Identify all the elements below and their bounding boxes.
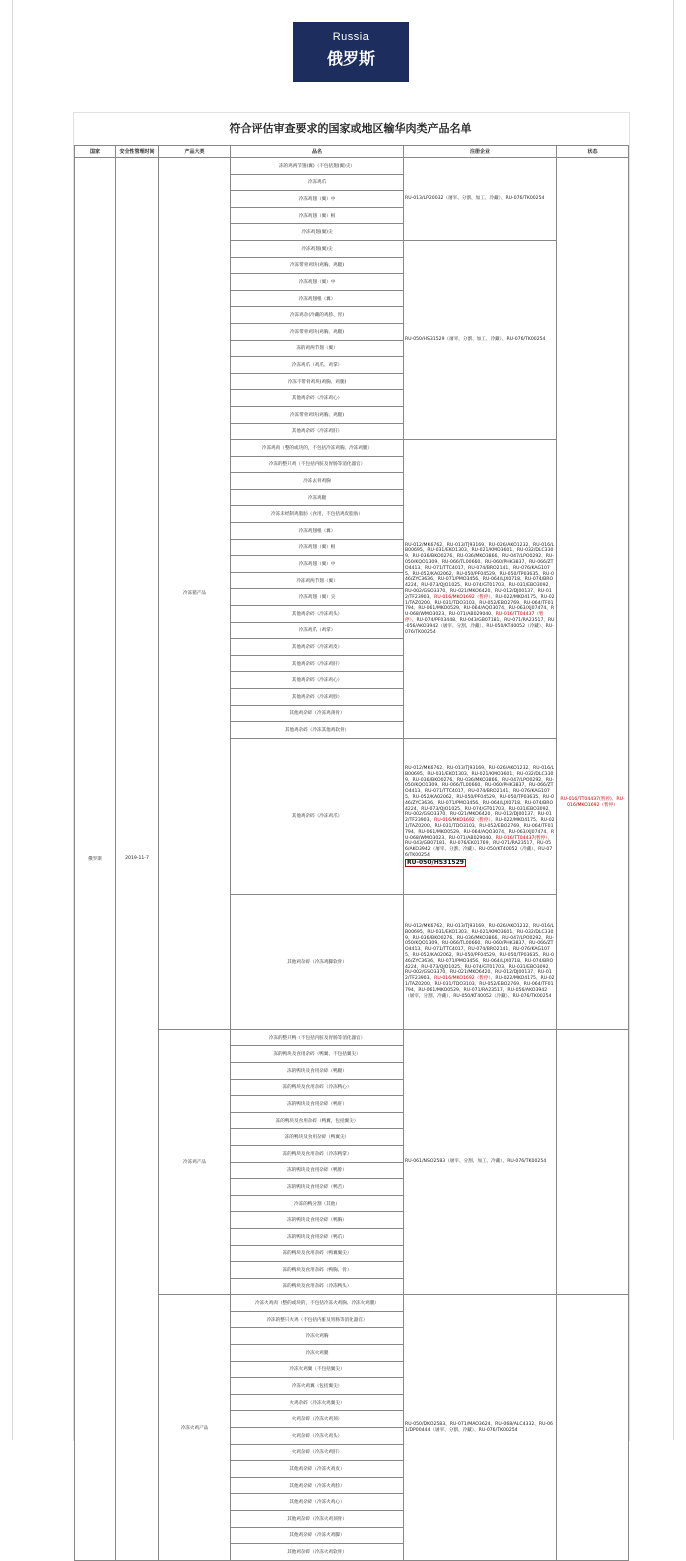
product-name-cell: 其他鸡杂碎（冷冻火鸡心） <box>231 1494 404 1511</box>
enterprise-text: 、RU-022/MKO4175、RU-021/TAZ0200、RU-031/TDO3103、RU-052/EBO2769、RU-064/TF01794、RU-061/MKO0529、RU-064/AQO3074、RU-063/XJ07474、RU-068/WMO3023、RU-071/AB029040、 <box>405 594 555 618</box>
product-name-cell: 冷冻的整只火鸡（不包括内脏及胃肠等消化器官） <box>231 1311 404 1328</box>
product-name-cell: 冷冻火鸡胸 <box>231 1328 404 1345</box>
product-name-cell: 冻的鸭块及食用杂碎（鸭翼尖） <box>231 1129 404 1146</box>
product-name-cell: 冻的鸭块及食用杂碎（鸭翼，不包括翼尖） <box>231 1046 404 1063</box>
table-row <box>75 158 629 175</box>
product-name-cell: 冻的鸭块及食用杂碎（鸭胸、骨） <box>231 1262 404 1279</box>
right-edge-line <box>673 0 674 1440</box>
enterprise-text: 、RU-022/MKO4175、RU-021/TAZ0200、RU-031/TDO3103、RU-052/EBO2769、RU-064/TF01794、RU-061/MKO0529、RU-064/AQO3074、RU-063/XJ07474、RU-068/WMO3023、RU-071/AB029040、 <box>405 818 555 841</box>
header-enterprise: 注册企业 <box>404 146 557 158</box>
enterprise-text: 、RU-074/PF03448、RU-043/GB07181、RU-071/RA23517、RU-056/AKO3942（屠宰、分割、冷藏）、RU-050/KT40052（冷藏）、RU-076/TK00254 <box>405 617 555 635</box>
product-name-cell: 冻的鸭块及食用杂碎（鸭胸） <box>231 1212 404 1229</box>
enterprise-text: RU-050/HS31529（屠宰、分割、加工、冷藏）、RU-076/TK00254 <box>405 337 546 343</box>
product-name-cell: 其他鸡杂碎（冷冻鸡头） <box>231 606 404 623</box>
category-name: 冷冻猪产品 <box>183 591 206 597</box>
product-name-cell: 火鸡杂碎（冷冻火鸡肝） <box>231 1444 404 1461</box>
product-name-cell: 其他鸡杂碎（冷冻火鸡胗） <box>231 1477 404 1494</box>
suspended-enterprise: RU-016/MKO1692（暂停） <box>434 818 491 824</box>
product-name-cell: 其他鸡杂碎（冷冻火鸡皮） <box>231 1461 404 1478</box>
table-title: 符合评估审查要求的国家或地区输华肉类产品名单 <box>229 122 472 135</box>
product-name-cell: 冻的鸡两节翅（翼） <box>231 340 404 357</box>
product-name-cell: 冻的鸭块及食用杂碎（鸭肝） <box>231 1096 404 1113</box>
suspended-enterprise: RU-016/TT04437（暂停） <box>405 612 544 623</box>
category-name: 冷冻火鸡产品 <box>180 1425 209 1431</box>
management-date: 2019-11-7 <box>125 856 149 862</box>
product-name-cell: 冷冻鸡翅（翼）中 <box>231 274 404 291</box>
product-name-cell: 冻的鸭块及食用杂碎（鸭腿） <box>231 1062 404 1079</box>
product-name-cell: 其他鸡杂碎（冷冻鸡心） <box>231 390 404 407</box>
product-name-cell: 其他鸡杂碎（冷冻鸡肝） <box>231 423 404 440</box>
enterprise-text: 、RU-022/MKO4175、RU-021/TAZ0200、RU-031/TDO3103、RU-052/EBO2769、RU-064/TF01794、RU-061/MKO0529、RU-071/RA23517、RU-056/AKO3942（屠宰、分割、冷藏）、RU-050/KT40052（冷藏）、RU-076/TK00254 <box>405 976 555 999</box>
product-name-cell: 冷冻火鸡翼（包括翼尖） <box>231 1378 404 1395</box>
category-cell <box>159 1295 231 1561</box>
enterprise-text: RU-050/DKO2583、RU-071/MAO3624、RU-068/ALC4332、RU-061/DP00444（屠宰、分割、冷藏）、RU-076/TK00254 <box>405 1421 553 1433</box>
status-cell <box>557 158 629 1030</box>
header-product: 品名 <box>231 146 404 158</box>
enterprise-text: 、RU-043/GB07181、RU-076/EK01769、RU-071/RA23517、RU-056/AKO3942（屠宰、分割、冷藏）、RU-050/KT40052（冷藏）、RU-076/TK00254 <box>405 835 553 858</box>
product-name-cell: 冷冻鸡爪（鸡掌） <box>231 622 404 639</box>
product-name-cell: 冷冻鸡翅（翼）中 <box>231 556 404 573</box>
product-name-cell: 其他鸡杂碎（冷冻火鸡颈骨） <box>231 1511 404 1528</box>
category-cell <box>159 158 231 1030</box>
banner-chinese: 俄罗斯 <box>326 49 375 68</box>
enterprise-text: RU-061/NSO2583（屠宰、分割、加工、冷藏）、RU-076/TK00254 <box>405 1159 547 1165</box>
product-name-cell: 冻的鸭块及食用杂碎（鸭爪） <box>231 1228 404 1245</box>
product-name-cell: 冷冻鸡爪 <box>231 174 404 191</box>
status-cell <box>557 1029 629 1295</box>
left-edge-line <box>12 0 13 1440</box>
product-name-cell: 其他鸡杂碎（冷冻鸡脚软骨） <box>231 894 404 1029</box>
enterprise-cell <box>404 158 557 241</box>
product-name-cell: 冻的鸭块及食用杂碎（冷冻鸭心） <box>231 1079 404 1096</box>
product-name-cell: 冷冻去骨鸡胸 <box>231 473 404 490</box>
suspended-enterprise: RU-016/TT04437(暂停） <box>495 835 548 841</box>
product-name-cell: 冷冻鸡翅（翼）尖 <box>231 589 404 606</box>
product-name-cell: 冻的鸡两节翅(翼)（不包括翅(翼)尖） <box>231 158 404 175</box>
product-name-cell: 冷冻鸡翅根（翼） <box>231 290 404 307</box>
product-name-cell: 火鸡杂碎（冷冻火鸡翼尖） <box>231 1394 404 1411</box>
product-name-cell: 冷冻鸡肉（整的或块的，不包括冷冻鸡胸、冷冻鸡腿） <box>231 440 404 457</box>
status-cell <box>557 1295 629 1561</box>
enterprise-cell <box>404 240 557 439</box>
enterprise-cell <box>404 894 557 1029</box>
product-name-cell: 其他鸡杂碎（冷冻其他鸡软骨） <box>231 722 404 739</box>
enterprise-text: RU-012/MK6762、RU-013/TJ93169、RU-026/AKO1232、RU-016/LB00695、RU-031/EKO1303、RU-021/KMO3601、RU-032/DLC3309、RU-036/BKO0276、RU-036/MKO3866、RU-047/LPO0292、RU-050/KQO1309、RU-066/TL00660、RU-060/PHK3837、RU-066/ZTO4413、RU-071/TTC4017、RU-074/BRO2141、RU-076/KAG1075、RU-052/KA02062、RU-050/PF04529、RU-050/TP03635、RU-046/ZYC3636、RU-071/PMO3456、RU-064/LJX0718、RU-074/BRO4224、RU-073/QJO1025、RU-074/GT01703、RU-031/EBO3092、RU-002/GSO3370、RU-021/MKO6420、RU-012/DJ00137、RU-012/TF23903、 <box>405 542 555 600</box>
product-name-cell: 其他鸡杂碎（冷冻鸡颈骨） <box>231 705 404 722</box>
product-name-cell: 冷冻火鸡腿 <box>231 1345 404 1362</box>
country-cell <box>75 158 116 1561</box>
country-name: 俄罗斯 <box>88 856 102 862</box>
enterprise-cell <box>404 1295 557 1561</box>
status-text: RU-016/TT04437(暂停)、RU-016/MKO1692（暂停） <box>560 797 625 809</box>
product-name-cell: 冷冻火鸡肉（整的或块的，不包括冷冻火鸡胸、冷冻火鸡腿） <box>231 1295 404 1312</box>
product-name-cell: 冻的鸭块及食用杂碎（冷冻鸭掌） <box>231 1145 404 1162</box>
product-name-cell: 冷冻鸡翅根（翼） <box>231 523 404 540</box>
header-category: 产品大类 <box>159 146 231 158</box>
table-row <box>75 1295 629 1312</box>
header-date: 安全性管理时间 <box>116 146 159 158</box>
banner-english: Russia <box>332 31 370 43</box>
product-name-cell: 冷冻鸡杂(冷藏的鸡胗、胃) <box>231 307 404 324</box>
product-name-cell: 冷冻带骨鸡块(鸡胸、鸡腿) <box>231 323 404 340</box>
product-name-cell: 冷冻鸡翅(翼)尖 <box>231 240 404 257</box>
country-banner <box>293 22 409 82</box>
product-name-cell: 冻的鸭块及食用杂碎（鸭翼，包括翼尖） <box>231 1112 404 1129</box>
product-name-cell: 冷冻鸡翅(翼)尖 <box>231 224 404 241</box>
product-name-cell: 其他鸡杂碎（冷冻鸡皮） <box>231 639 404 656</box>
enterprise-text: RU-013/LP20032（屠宰、分割、加工、冷藏）、RU-076/TK00254 <box>405 196 545 202</box>
product-name-cell: 冷冻不带骨鸡块(鸡胸、鸡腿) <box>231 373 404 390</box>
product-name-cell: 冷冻鸡翅（翼）根 <box>231 207 404 224</box>
product-table <box>74 145 629 1561</box>
product-name-cell: 冷冻未经制鸡脂肪（食用，不包括鸡皮脂肪） <box>231 506 404 523</box>
table-row <box>75 1029 629 1046</box>
product-name-cell: 冷冻带骨鸡块(鸡胸、鸡腿) <box>231 257 404 274</box>
product-name-cell: 火鸡杂碎（冷冻火鸡头） <box>231 1428 404 1445</box>
product-name-cell: 冷冻鸡翅（翼）根 <box>231 539 404 556</box>
product-name-cell: 其他鸡杂碎（冷冻火鸡软骨） <box>231 1544 404 1561</box>
product-name-cell: 冷冻鸡爪（鸡爪、鸡掌） <box>231 357 404 374</box>
suspended-enterprise: RU-016/MKO1692（暂停） <box>434 594 491 600</box>
product-name-cell: 其他鸡杂碎（冷冻鸡爪） <box>231 738 404 894</box>
product-name-cell: 冷冻的整只鸭（不包括内脏及胃肠等消化器官） <box>231 1029 404 1046</box>
enterprise-text: RU-012/MK6762、RU-013/TJ93169、RU-026/AKO1232、RU-016/LB00695、RU-031/EKO1303、RU-021/KMO3601、RU-032/DLC3309、RU-036/BKO0276、RU-036/MKO3866、RU-047/LPO0292、RU-050/KQO1309、RU-066/TL00660、RU-060/PHK3837、RU-066/ZTO4413、RU-071/TTC4017、RU-074/BRO2141、RU-076/KAG1075、RU-052/KA02062、RU-050/PF04529、RU-050/TP03635、RU-046/ZYC3636、RU-071/PMO3456、RU-064/LJX0718、RU-074/BRO4224、RU-073/QJO1025、RU-074/GT01703、RU-031/EBO3092、RU-002/GSO3370、RU-021/MKO6420、RU-012/DJ00137、RU-012/TF23903、 <box>405 924 555 982</box>
date-cell <box>116 158 159 1561</box>
product-name-cell: 其他鸡杂碎（冷冻鸡心） <box>231 672 404 689</box>
header-status: 状态 <box>557 146 629 158</box>
suspended-enterprise: RU-016/MKO1692（暂停） <box>434 976 491 982</box>
product-name-cell: 其他鸡杂碎（冷冻鸡肝） <box>231 655 404 672</box>
product-name-cell: 冷冻鸡两节翅（翼） <box>231 572 404 589</box>
product-name-cell: 冷冻的整只鸡（不包括内脏及胃肠等消化器官） <box>231 456 404 473</box>
product-name-cell: 冻的鸭块及食用杂碎（鸭脖） <box>231 1162 404 1179</box>
product-name-cell: 冻的鸭块及食用杂碎（鸭翼翼尖） <box>231 1245 404 1262</box>
product-name-cell: 冷冻鸡腿 <box>231 489 404 506</box>
highlighted-enterprise-box: RU-050/HS31529 <box>407 858 464 866</box>
product-name-cell: 冻的鸭块及食用杂碎（鸭舌） <box>231 1179 404 1196</box>
product-name-cell: 冷冻火鸡翼（不包括翼尖） <box>231 1361 404 1378</box>
product-name-cell: 冻的鸭块及食用杂碎（冷冻鸭头） <box>231 1278 404 1295</box>
product-name-cell: 其他鸡杂碎（冷冻鸡胗） <box>231 689 404 706</box>
product-name-cell: 冷冻鸡翅（翼）中 <box>231 191 404 208</box>
product-name-cell: 火鸡杂碎（冷冻火鸡颈） <box>231 1411 404 1428</box>
product-name-cell: 冷冻的鸭分割（其他） <box>231 1195 404 1212</box>
category-cell <box>159 1029 231 1295</box>
table-header-row <box>75 146 629 158</box>
enterprise-cell <box>404 1029 557 1295</box>
header-country: 国家 <box>75 146 116 158</box>
enterprise-cell <box>404 738 557 894</box>
enterprise-text: RU-012/MK6762、RU-013/TJ93169、RU-026/AKO1232、RU-016/LB00695、RU-031/EKO1303、RU-021/KMO3601、RU-032/DLC3309、RU-036/BKO0276、RU-036/MKO3866、RU-047/LPO0292、RU-050/KQO1309、RU-066/TL00660、RU-060/PHK3837、RU-066/ZTO4413、RU-071/TTC4017、RU-074/BRO2141、RU-076/KAG1075、RU-052/KA02062、RU-050/PF04529、RU-050/TP03635、RU-046/ZYC3636、RU-071/PMO3456、RU-064/LJX0718、RU-074/BRO4224、RU-073/QJO1025、RU-074/GT01703、RU-031/EBO3092、RU-002/GSO3370、RU-021/MKO6420、RU-012/DJ00137、RU-012/TF23903、 <box>405 766 555 824</box>
category-name: 冷冻鸡产品 <box>183 1160 206 1166</box>
enterprise-cell <box>404 440 557 739</box>
product-name-cell: 其他鸡杂碎（冷冻火鸡脚） <box>231 1527 404 1544</box>
product-name-cell: 冷冻带骨鸡块(鸡胸、鸡腿) <box>231 406 404 423</box>
